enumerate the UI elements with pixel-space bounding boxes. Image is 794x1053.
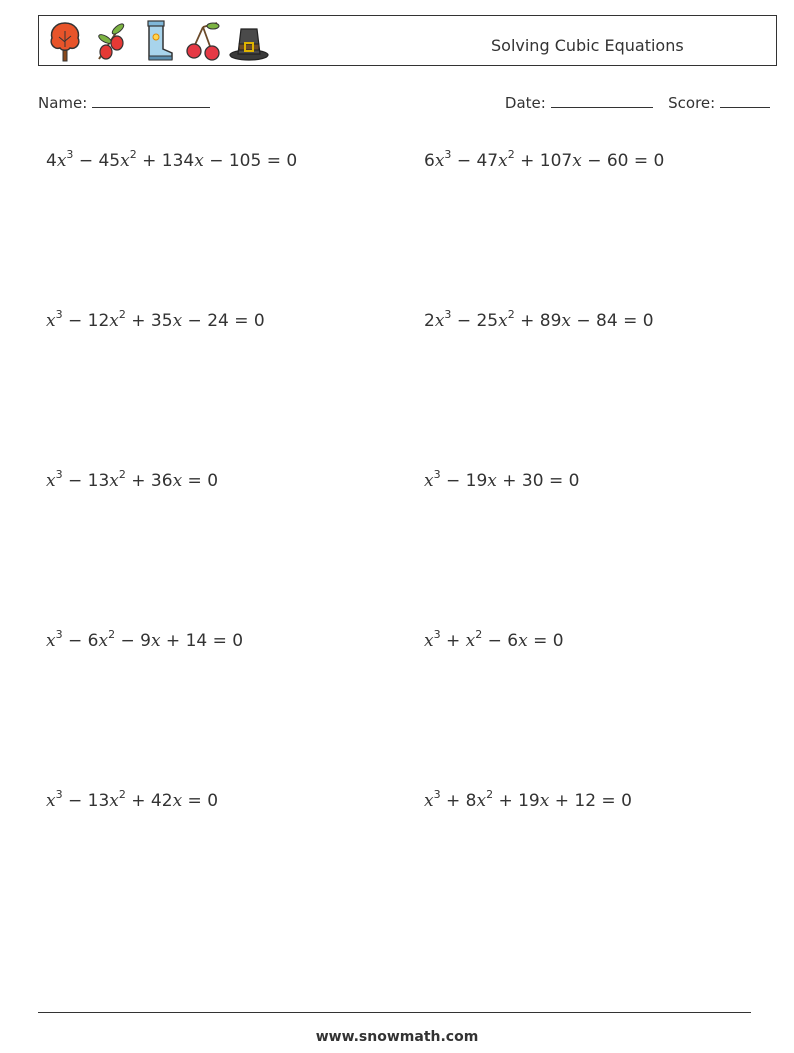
name-field bbox=[38, 94, 210, 112]
term-text: + 12 = 0 bbox=[549, 791, 632, 811]
term-text: + 30 = 0 bbox=[496, 471, 580, 491]
footer-divider bbox=[38, 1012, 751, 1013]
variable: x bbox=[109, 471, 119, 491]
worksheet-title: Solving Cubic Equations bbox=[491, 36, 684, 55]
variable: x bbox=[424, 631, 434, 651]
term-text: − 60 = 0 bbox=[581, 151, 665, 171]
exponent: 3 bbox=[433, 628, 441, 641]
variable: x bbox=[120, 151, 130, 171]
term-text: − 13 bbox=[62, 471, 110, 491]
term-text: − 12 bbox=[62, 311, 110, 331]
exponent: 2 bbox=[486, 788, 494, 801]
variable: x bbox=[46, 471, 56, 491]
exponent: 2 bbox=[475, 628, 483, 641]
exponent: 3 bbox=[433, 468, 441, 481]
term-text: − 84 = 0 bbox=[570, 311, 654, 331]
worksheet-header bbox=[38, 15, 777, 66]
problem-1 bbox=[46, 148, 298, 171]
exponent: 3 bbox=[55, 628, 63, 641]
term-text: = 0 bbox=[527, 631, 564, 651]
exponent: 2 bbox=[118, 468, 126, 481]
term-text: − 13 bbox=[62, 791, 110, 811]
exponent: 3 bbox=[433, 788, 441, 801]
problem-2 bbox=[424, 148, 665, 171]
date-blank[interactable] bbox=[551, 94, 653, 108]
term-text: + bbox=[440, 631, 466, 651]
term-text: + 42 bbox=[125, 791, 173, 811]
variable: x bbox=[498, 151, 508, 171]
name-blank[interactable] bbox=[92, 94, 210, 108]
decorative-icons bbox=[45, 19, 269, 63]
variable: x bbox=[424, 471, 434, 491]
variable: x bbox=[434, 311, 445, 331]
problem-8 bbox=[424, 628, 564, 651]
exponent: 2 bbox=[118, 308, 126, 321]
exponent: 2 bbox=[507, 148, 515, 161]
term-text: − 47 bbox=[451, 151, 499, 171]
exponent: 2 bbox=[108, 628, 116, 641]
exponent: 3 bbox=[55, 308, 63, 321]
term-text: + 36 bbox=[125, 471, 173, 491]
variable: x bbox=[465, 631, 476, 651]
variable: x bbox=[172, 471, 183, 491]
term-text: + 14 = 0 bbox=[160, 631, 244, 651]
pilgrim-hat-icon bbox=[229, 19, 269, 63]
term-text: + 89 bbox=[514, 311, 562, 331]
variable: x bbox=[98, 631, 109, 651]
term-text: = 0 bbox=[182, 791, 219, 811]
term-text: + 134 bbox=[136, 151, 195, 171]
date-label: Date: bbox=[504, 94, 546, 112]
variable: x bbox=[172, 791, 183, 811]
date-score-fields bbox=[505, 94, 770, 112]
term-text: − 45 bbox=[73, 151, 121, 171]
problem-10 bbox=[424, 788, 632, 811]
variable: x bbox=[172, 311, 183, 331]
variable: x bbox=[424, 791, 434, 811]
term-text: − 6 bbox=[62, 631, 99, 651]
exponent: 3 bbox=[55, 788, 63, 801]
term-text: − 9 bbox=[115, 631, 151, 651]
problem-9 bbox=[46, 788, 219, 811]
term-text: 4 bbox=[46, 151, 57, 171]
term-text: + 19 bbox=[493, 791, 540, 811]
variable: x bbox=[46, 631, 56, 651]
problem-6 bbox=[424, 468, 580, 491]
rosehip-icon bbox=[91, 19, 131, 63]
variable: x bbox=[109, 311, 119, 331]
variable: x bbox=[194, 151, 204, 171]
variable: x bbox=[487, 471, 497, 491]
variable: x bbox=[476, 791, 487, 811]
term-text: 2 bbox=[424, 311, 435, 331]
variable: x bbox=[518, 631, 528, 651]
problem-5 bbox=[46, 468, 219, 491]
variable: x bbox=[572, 151, 582, 171]
term-text: + 35 bbox=[125, 311, 173, 331]
exponent: 3 bbox=[444, 148, 452, 161]
term-text: − 19 bbox=[440, 471, 488, 491]
tree-icon bbox=[45, 19, 85, 63]
footer-url: www.snowmath.com bbox=[315, 1029, 479, 1045]
score-label: Score: bbox=[668, 94, 716, 112]
exponent: 3 bbox=[55, 468, 63, 481]
name-label: Name: bbox=[38, 94, 88, 112]
variable: x bbox=[56, 151, 67, 171]
term-text: = 0 bbox=[182, 471, 219, 491]
exponent: 3 bbox=[66, 148, 74, 161]
score-blank[interactable] bbox=[720, 94, 770, 108]
problem-7 bbox=[46, 628, 244, 651]
variable: x bbox=[109, 791, 119, 811]
cherries-icon bbox=[183, 19, 223, 63]
exponent: 2 bbox=[507, 308, 515, 321]
variable: x bbox=[46, 311, 56, 331]
term-text: + 8 bbox=[440, 791, 477, 811]
variable: x bbox=[434, 151, 445, 171]
variable: x bbox=[150, 631, 161, 651]
term-text: + 107 bbox=[514, 151, 573, 171]
term-text: − 105 = 0 bbox=[203, 151, 298, 171]
rain-boot-icon bbox=[137, 19, 177, 63]
variable: x bbox=[498, 311, 508, 331]
variable: x bbox=[539, 791, 550, 811]
term-text: − 25 bbox=[451, 311, 499, 331]
variable: x bbox=[46, 791, 56, 811]
exponent: 3 bbox=[444, 308, 452, 321]
problem-3 bbox=[46, 308, 265, 331]
problem-4 bbox=[424, 308, 654, 331]
term-text: 6 bbox=[424, 151, 435, 171]
term-text: − 6 bbox=[482, 631, 519, 651]
term-text: − 24 = 0 bbox=[182, 311, 265, 331]
variable: x bbox=[561, 311, 571, 331]
exponent: 2 bbox=[129, 148, 137, 161]
exponent: 2 bbox=[118, 788, 126, 801]
